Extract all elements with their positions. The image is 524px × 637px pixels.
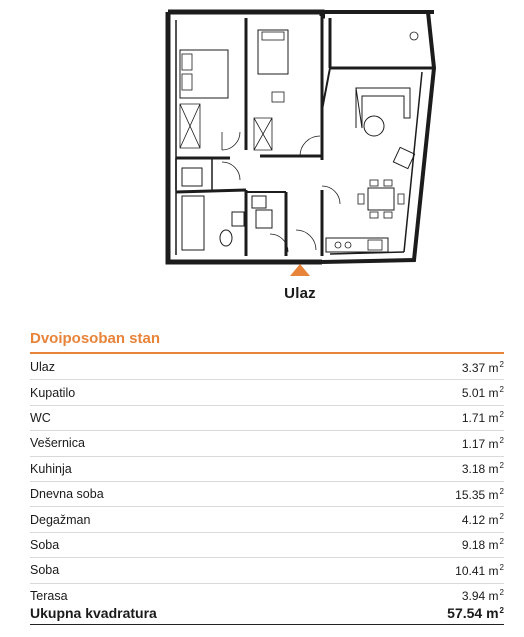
room-name: Kupatilo: [30, 385, 76, 400]
room-name: Vešernica: [30, 436, 85, 451]
room-area: 4.12 $m^2$: [461, 512, 504, 528]
wardrobe-2: [254, 118, 272, 150]
room-area: 15.35 $m^2$: [455, 486, 504, 502]
room-area: 1.17 $m^2$: [461, 435, 504, 451]
room-name: Terasa: [30, 588, 68, 603]
door-swing: [222, 162, 240, 180]
wardrobe-1: [180, 104, 200, 148]
sink: [368, 240, 382, 250]
coffee-table: [364, 116, 384, 136]
outer-wall-top: [168, 12, 325, 16]
toilet: [220, 230, 232, 246]
entrance-arrow: [290, 264, 310, 276]
chair: [384, 180, 392, 186]
room-name: WC: [30, 410, 51, 425]
bed-2: [258, 30, 288, 74]
door-swing: [222, 132, 240, 150]
dining-table: [368, 188, 394, 210]
room-area: 1.71 $m^2$: [461, 410, 504, 426]
door-swing: [322, 186, 340, 204]
room-row: [30, 507, 504, 532]
stove-burner: [345, 242, 351, 248]
stove-burner: [335, 242, 341, 248]
terrace-right-wall: [322, 12, 434, 262]
bathtub: [182, 196, 204, 250]
entrance-label: Ulaz: [284, 285, 316, 302]
desk-chair: [272, 92, 284, 102]
room-row: [30, 380, 504, 405]
room-area: 3.18 $m^2$: [461, 461, 504, 477]
chair: [398, 194, 404, 204]
room-area-list: [30, 355, 504, 608]
room-row: [30, 431, 504, 456]
room-name: Dnevna soba: [30, 487, 104, 502]
room-area: 3.37 $m^2$: [461, 359, 504, 375]
total-area-label: Ukupna kvadratura: [30, 605, 157, 621]
wall-bath-top: [176, 190, 246, 192]
room-name: Ulaz: [30, 360, 56, 375]
room-name: Soba: [30, 563, 60, 578]
pillow: [182, 74, 192, 90]
pillow: [262, 32, 284, 40]
total-area-row: [30, 602, 504, 624]
room-name: Kuhinja: [30, 461, 72, 476]
chair: [370, 180, 378, 186]
apartment-type-title: Dvoiposoban stan: [30, 330, 161, 347]
room-area: 10.41 $m^2$: [455, 562, 504, 578]
chair: [358, 194, 364, 204]
chair: [384, 212, 392, 218]
armchair: [393, 147, 414, 168]
room-row: [30, 406, 504, 431]
total-area-value: 57.54 $m^2$: [447, 605, 504, 621]
room-area: 5.01 $m^2$: [461, 385, 504, 401]
room-row: [30, 482, 504, 507]
pillow: [182, 54, 192, 70]
door-swing: [296, 230, 316, 250]
washer: [252, 196, 266, 208]
total-underline: [30, 624, 504, 625]
door-swing: [300, 136, 320, 156]
wall-storage: [176, 158, 212, 190]
wc-toilet: [256, 210, 272, 228]
room-name: Soba: [30, 537, 60, 552]
room-row: [30, 533, 504, 558]
storage-unit: [182, 168, 202, 186]
room-row: [30, 457, 504, 482]
room-row: [30, 558, 504, 583]
wall-hall-top: [176, 156, 322, 158]
chair: [370, 212, 378, 218]
washbasin: [232, 212, 244, 226]
room-area: 3.94 $m^2$: [461, 588, 504, 604]
room-row: [30, 355, 504, 380]
room-name: Degažman: [30, 512, 91, 527]
plant: [410, 32, 418, 40]
room-area: 9.18 $m^2$: [461, 537, 504, 553]
title-underline: [30, 352, 504, 354]
